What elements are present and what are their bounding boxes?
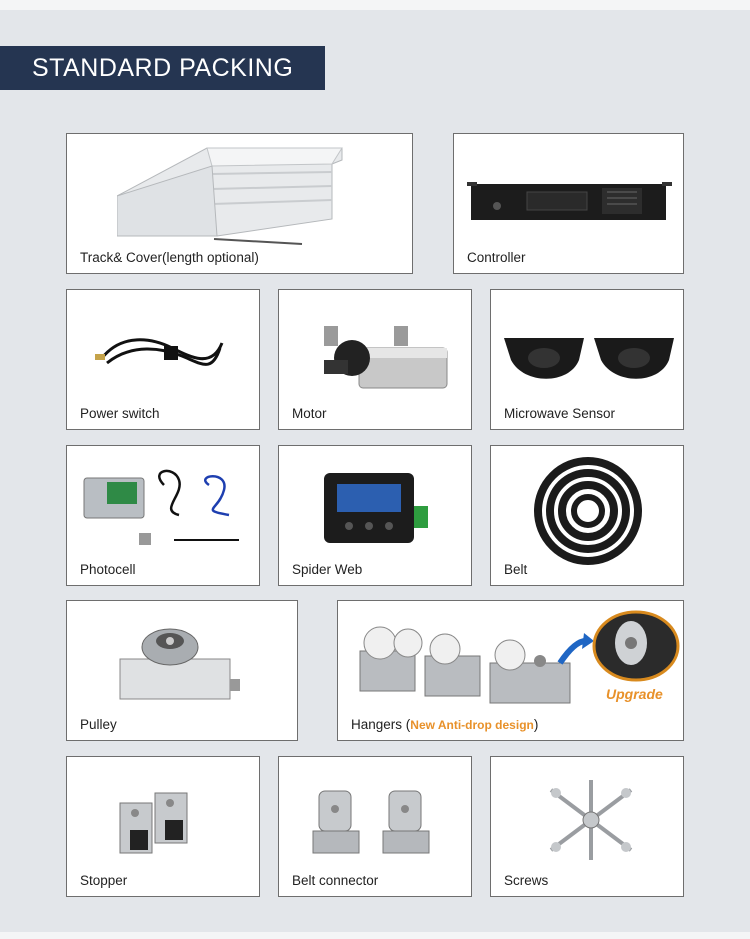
screws-image — [541, 775, 641, 865]
stopper-label: Stopper — [80, 873, 128, 888]
controller-image — [467, 178, 672, 228]
controller-label: Controller — [467, 250, 526, 265]
card-motor — [278, 289, 472, 430]
track-cover-image — [117, 144, 367, 254]
power-cable-image — [92, 328, 232, 378]
card-spider-web — [278, 445, 472, 586]
card-belt — [490, 445, 684, 586]
photocell-image — [79, 460, 249, 550]
card-controller — [453, 133, 684, 274]
hangers-label-text: Hangers — [351, 717, 403, 732]
motor-label: Motor — [292, 406, 327, 421]
card-stopper — [66, 756, 260, 897]
upgrade-label: Upgrade — [606, 686, 663, 702]
card-belt-connector — [278, 756, 472, 897]
card-photocell — [66, 445, 260, 586]
page-title: STANDARD PACKING — [0, 46, 325, 90]
card-track-cover — [66, 133, 413, 274]
belt-image — [523, 456, 653, 566]
hangers-paren-open: ( — [405, 717, 411, 732]
card-microwave-sensor — [490, 289, 684, 430]
hangers-note: New Anti-drop design — [410, 718, 534, 732]
stopper-image — [115, 785, 215, 865]
photocell-label: Photocell — [80, 562, 136, 577]
belt-connector-image — [309, 781, 449, 861]
power-switch-label: Power switch — [80, 406, 160, 421]
card-screws — [490, 756, 684, 897]
belt-connector-label: Belt connector — [292, 873, 379, 888]
hangers-label — [351, 717, 538, 732]
pulley-label: Pulley — [80, 717, 117, 732]
hangers-image — [350, 611, 590, 711]
hangers-paren-close: ) — [533, 717, 539, 732]
card-hangers — [337, 600, 684, 741]
track-cover-label: Track& Cover(length optional) — [80, 250, 259, 265]
pulley-image — [115, 619, 245, 709]
bottom-band — [0, 932, 750, 939]
microwave-sensor-label: Microwave Sensor — [504, 406, 616, 421]
screws-label: Screws — [504, 873, 549, 888]
upgrade-detail-image — [591, 609, 681, 683]
spider-web-image — [319, 468, 439, 548]
motor-image — [304, 320, 454, 400]
top-band — [0, 0, 750, 10]
spider-web-label: Spider Web — [292, 562, 363, 577]
card-pulley — [66, 600, 298, 741]
card-power-switch — [66, 289, 260, 430]
belt-label: Belt — [504, 562, 528, 577]
upgrade-arrow-icon — [556, 629, 596, 669]
microwave-sensor-image — [499, 330, 679, 390]
